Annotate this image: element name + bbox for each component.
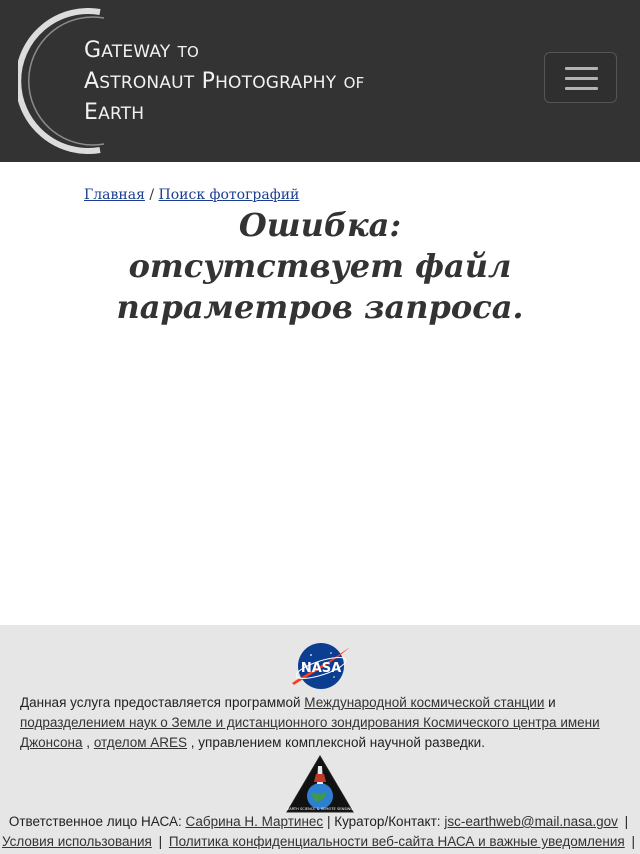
earth-science-remote-sensing-logo[interactable]	[285, 754, 355, 814]
logo-word: EARTH	[84, 100, 145, 125]
responsible-official-link[interactable]: Сабрина Н. Мартинес	[185, 814, 324, 829]
hamburger-bar	[565, 77, 598, 80]
curator-email-link[interactable]: jsc-earthweb@mail.nasa.gov	[444, 814, 618, 829]
privacy-policy-link[interactable]: Политика конфиденциальности веб-сайта НАСА и важные уведомления	[168, 834, 625, 849]
ares-link[interactable]: отделом ARES	[93, 735, 188, 750]
breadcrumb	[84, 187, 299, 203]
footer-service-text	[20, 693, 625, 753]
curator-label: | Куратор/Контакт:	[326, 814, 441, 829]
footer-separator: |	[158, 834, 163, 849]
site-header	[0, 0, 640, 162]
breadcrumb-separator: /	[149, 187, 155, 203]
site-logo-text	[84, 36, 364, 129]
footer-and-text: и	[548, 695, 556, 710]
iss-program-link[interactable]: Международной космической станции	[304, 695, 545, 710]
logo-word: ASTRONAUT PHOTOGRAPHY	[84, 69, 337, 94]
responsible-official-label: Ответственное лицо НАСА:	[8, 814, 182, 829]
site-logo[interactable]	[18, 8, 418, 154]
breadcrumb-search-link[interactable]: Поиск фотографий	[158, 187, 300, 203]
logo-word: GATEWAY	[84, 38, 171, 63]
footer-separator: |	[624, 814, 629, 829]
page-title: Ошибка: отсутствует файл параметров запроса.	[116, 206, 524, 326]
nasa-logo[interactable]	[290, 641, 352, 691]
nasa-logo-text: NASA	[300, 661, 342, 676]
logo-line-2	[84, 67, 364, 98]
footer-outro-text: , управлением комплексной научной разведки.	[190, 735, 485, 750]
hamburger-bar	[565, 67, 598, 70]
footer-contact-line	[0, 812, 640, 852]
breadcrumb-home-link[interactable]: Главная	[84, 187, 145, 203]
logo-small-word: TO	[177, 43, 200, 61]
logo-line-3	[84, 98, 364, 129]
footer-comma-text: ,	[86, 735, 91, 750]
earth-science-division-link[interactable]: подразделением наук о Земле и дистанционного зондирования Космического центра имени Джонсона	[20, 715, 600, 750]
terms-of-use-link[interactable]: Условия использования	[1, 834, 152, 849]
hamburger-bar	[565, 87, 598, 90]
footer-separator: |	[631, 834, 636, 849]
menu-toggle-button[interactable]	[544, 52, 617, 103]
ares-logo-text: EARTH SCIENCE & REMOTE SENSING	[286, 807, 354, 811]
logo-line-1	[84, 36, 364, 67]
footer-intro-text: Данная услуга предоставляется программой	[20, 695, 301, 710]
logo-small-word: OF	[343, 74, 365, 92]
